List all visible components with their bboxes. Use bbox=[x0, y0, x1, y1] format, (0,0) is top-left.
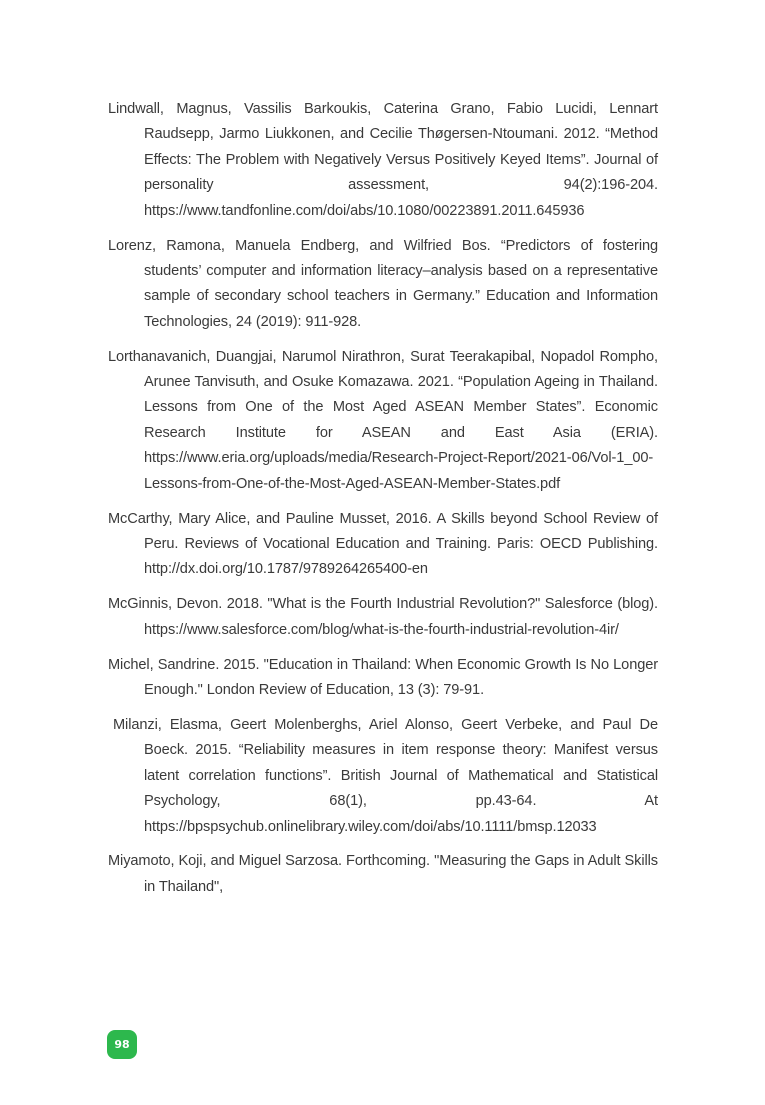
page-number: 98 bbox=[114, 1038, 130, 1051]
reference-list bbox=[108, 97, 658, 910]
reference-entry-mcginnis: McGinnis, Devon. 2018. "What is the Fourth Industrial Revolution?" Salesforce (blog). https://www.salesforce.com/blog/what-is-the-fourth-industrial-revolution-4ir/ bbox=[108, 596, 658, 638]
reference-entry-mccarthy: McCarthy, Mary Alice, and Pauline Musset, 2016. A Skills beyond School Review of Peru. Reviews of Vocational Education and Training. Paris: OECD Publishing. http://dx.doi.org/10.1787/9789264265400-en bbox=[108, 510, 658, 578]
reference-entry-miyamoto: Miyamoto, Koji, and Miguel Sarzosa. Forthcoming. "Measuring the Gaps in Adult Skills in Thailand", bbox=[108, 853, 658, 895]
page-number-badge bbox=[107, 1030, 137, 1059]
reference-entry-milanzi: Milanzi, Elasma, Geert Molenberghs, Ariel Alonso, Geert Verbeke, and Paul De Boeck. 2015. “Reliability measures in item response theory: Manifest versus latent correlation functions”. British Journal of Mathematical and Statistical Psychology, 68(1), pp.43-64. At https://bpspsychub.onlinelibrary.wiley.com/doi/abs/10.1111/bmsp.12033 bbox=[113, 716, 658, 835]
reference-entry-michel: Michel, Sandrine. 2015. "Education in Thailand: When Economic Growth Is No Longer Enough." London Review of Education, 13 (3): 79-91. bbox=[108, 656, 658, 699]
reference-entry-lindwall: Lindwall, Magnus, Vassilis Barkoukis, Caterina Grano, Fabio Lucidi, Lennart Raudsepp, Jarmo Liukkonen, and Cecilie Thøgersen-Ntoumani. 2012. “Method Effects: The Problem with Negatively Versus Positively Keyed Items”. Journal of personality assessment, 94(2):196-204. https://www.tandfonline.com/doi/abs/10.1080/00223891.2011.645936 bbox=[108, 101, 658, 219]
reference-entry-lorenz: Lorenz, Ramona, Manuela Endberg, and Wilfried Bos. “Predictors of fostering students’ computer and information literacy–analysis based on a representative sample of secondary school teachers in Germany.” Education and Information Technologies, 24 (2019): 911-928. bbox=[108, 237, 658, 330]
reference-entry-lorthanavanich: Lorthanavanich, Duangjai, Narumol Nirathron, Surat Teerakapibal, Nopadol Rompho, Arunee Tanvisuth, and Osuke Komazawa. 2021. “Population Ageing in Thailand. Lessons from One of the Most Aged ASEAN Member States”. Economic Research Institute for ASEAN and East Asia (ERIA). https://www.eria.org/uploads/media/Research-Project-Report/2021-06/Vol-1_00-Lessons-from-One-of-the-Most-Aged-ASEAN-Member-States.pdf bbox=[108, 348, 658, 492]
